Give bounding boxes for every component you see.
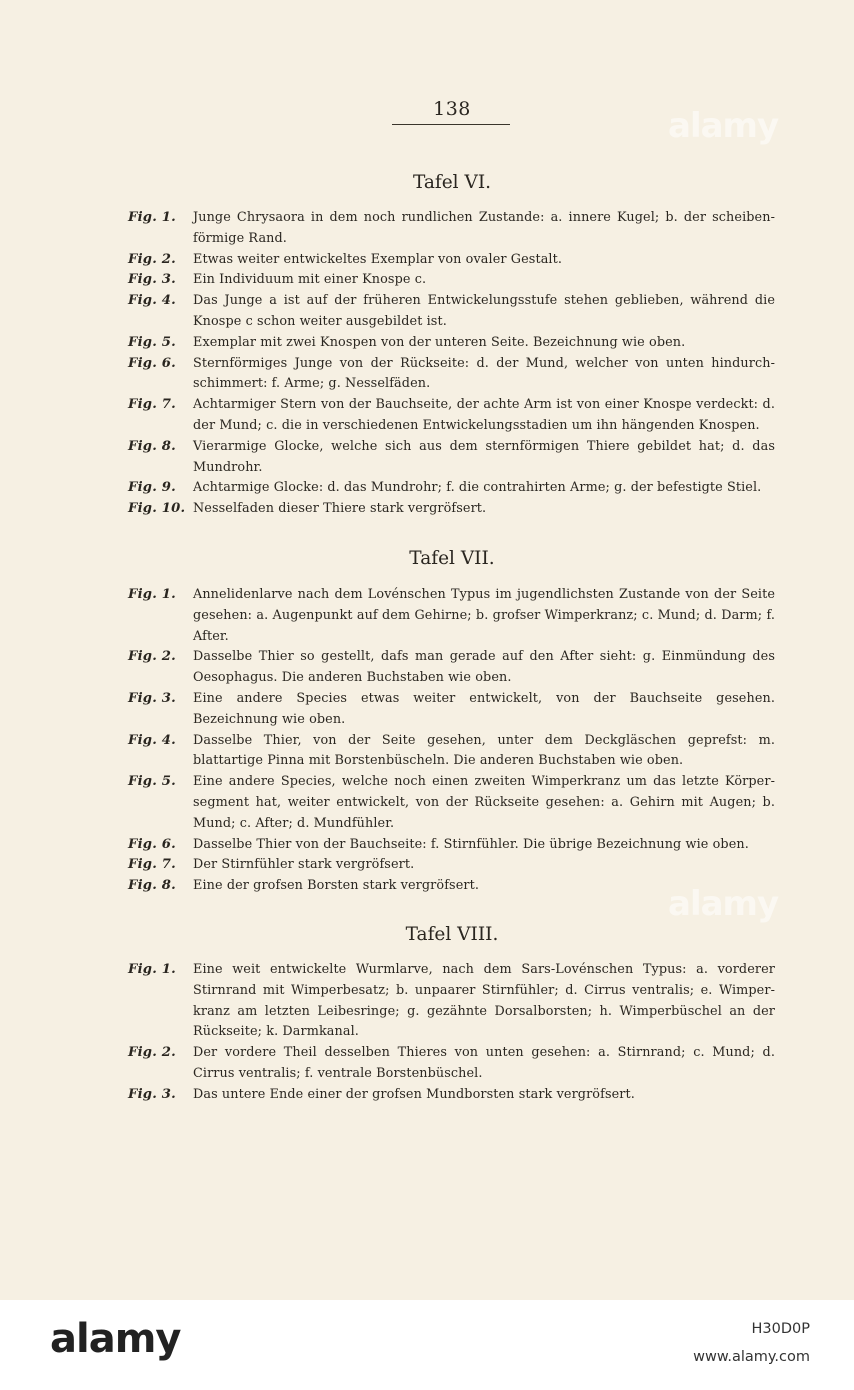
list-item	[0, 960, 854, 1043]
figure-caption: Nesselfaden dieser Thiere stark vergröfsert.	[193, 501, 487, 517]
section-title-tafel-vii: Tafel VII.	[409, 548, 495, 569]
page-number-rule	[392, 124, 510, 125]
figure-label: Fig. 2.	[128, 251, 176, 267]
figure-caption: Eine weit entwickelte Wurmlarve, nach dem Sars-Lovénschen Typus: a. vorderer Stirnrand mit Wimperbesatz; b. unpaarer Stirnfühler; d. Cirrus ventralis; e. Wimper-kranz am letzten Leibesringe; g. gezähnte Dorsalborsten; h. Wimperbüschel an der Rückseite; k. Darmkanal.	[193, 962, 775, 1040]
image-id: H30D0P	[751, 1321, 810, 1337]
figure-label: Fig. 3.	[128, 690, 176, 706]
figure-caption: Achtarmiger Stern von der Bauchseite, der achte Arm ist von einer Knospe verdeckt: d. der Mund; c. die in verschiedenen Entwickelungsstadien um ihn hängenden Knospen.	[193, 397, 775, 433]
list-item	[0, 585, 854, 647]
figure-label: Fig. 1.	[128, 587, 176, 602]
figure-label: Fig. 1.	[128, 962, 176, 977]
list-item	[0, 1085, 854, 1106]
figure-caption: Das untere Ende einer der grofsen Mundborsten stark vergröfsert.	[193, 1086, 635, 1102]
figure-caption: Ein Individuum mit einer Knospe c.	[193, 272, 427, 288]
brand-logo: alamy	[50, 1316, 181, 1362]
figure-list-tafel-viii	[0, 960, 854, 1106]
figure-caption: Vierarmige Glocke, welche sich aus dem sternförmigen Thiere gebildet hat; d. das Mundrohr.	[193, 438, 775, 475]
list-item	[0, 647, 854, 689]
list-item	[0, 250, 854, 271]
list-item	[0, 731, 854, 773]
figure-caption: Dasselbe Thier von der Bauchseite: f. Stirnfühler. Die übrige Bezeichnung wie oben.	[193, 836, 749, 852]
list-item	[0, 499, 854, 520]
figure-label: Fig. 4.	[128, 732, 176, 748]
figure-label: Fig. 10.	[128, 501, 186, 517]
watermark-logo: alamy	[668, 884, 779, 924]
figure-label: Fig. 7.	[128, 857, 176, 873]
figure-label: Fig. 8.	[128, 438, 176, 454]
figure-caption: Junge Chrysaora in dem noch rundlichen Zustande: a. innere Kugel; b. der scheiben-förmige Rand.	[193, 210, 775, 246]
figure-label: Fig. 2.	[128, 1045, 176, 1061]
figure-caption: Der Stirnfühler stark vergröfsert.	[193, 857, 415, 873]
figure-label: Fig. 3.	[128, 272, 176, 288]
figure-list-tafel-vi	[0, 208, 854, 520]
list-item	[0, 855, 854, 876]
page-number: 138	[433, 98, 471, 120]
list-item	[0, 291, 854, 333]
list-item	[0, 689, 854, 731]
list-item	[0, 772, 854, 834]
figure-caption: Dasselbe Thier, von der Seite gesehen, unter dem Deckgläschen geprefst: m. blattartige Pinna mit Borstenbüscheln. Die anderen Buchstaben wie oben.	[193, 732, 775, 769]
figure-label: Fig. 5.	[128, 334, 176, 350]
figure-caption: Der vordere Theil desselben Thieres von unten gesehen: a. Stirnrand; c. Mund; d. Cirrus ventralis; f. ventrale Borstenbüschel.	[193, 1045, 775, 1081]
figure-label: Fig. 6.	[128, 836, 176, 852]
figure-label: Fig. 3.	[128, 1086, 176, 1102]
figure-caption: Dasselbe Thier so gestellt, dafs man gerade auf den After sieht: g. Einmündung des Oesophagus. Die anderen Buchstaben wie oben.	[193, 649, 775, 686]
figure-label: Fig. 5.	[128, 774, 176, 790]
figure-caption: Exemplar mit zwei Knospen von der unteren Seite. Bezeichnung wie oben.	[193, 334, 686, 350]
figure-caption: Das Junge a ist auf der früheren Entwickelungsstufe stehen geblieben, während die Knospe c schon weiter ausgebildet ist.	[193, 293, 775, 329]
figure-caption: Annelidenlarve nach dem Lovénschen Typus im jugendlichsten Zustande von der Seite gesehen: a. Augenpunkt auf dem Gehirne; b. grofser Wimperkranz; c. Mund; d. Darm; f. After.	[193, 587, 775, 644]
list-item	[0, 1043, 854, 1085]
figure-caption: Achtarmige Glocke: d. das Mundrohr; f. die contrahirten Arme; g. der befestigte Stiel.	[193, 480, 762, 496]
figure-caption: Etwas weiter entwickeltes Exemplar von ovaler Gestalt.	[193, 251, 563, 267]
list-item	[0, 354, 854, 396]
figure-label: Fig. 1.	[128, 210, 176, 225]
list-item	[0, 437, 854, 479]
figure-caption: Sternförmiges Junge von der Rückseite: d. der Mund, welcher von unten hindurch-schimmert: f. Arme; g. Nesselfäden.	[193, 355, 775, 392]
figure-label: Fig. 6.	[128, 355, 176, 371]
list-item	[0, 835, 854, 856]
figure-label: Fig. 8.	[128, 878, 176, 894]
figure-caption: Eine der grofsen Borsten stark vergröfsert.	[193, 878, 479, 894]
list-item	[0, 270, 854, 291]
list-item	[0, 333, 854, 354]
watermark-logo: alamy	[668, 106, 779, 146]
figure-label: Fig. 7.	[128, 397, 176, 413]
section-title-tafel-viii: Tafel VIII.	[405, 924, 499, 945]
site-url[interactable]: www.alamy.com	[693, 1349, 810, 1365]
section-title-tafel-vi: Tafel VI.	[412, 172, 492, 193]
figure-caption: Eine andere Species, welche noch einen zweiten Wimperkranz um das letzte Körper-segment hat, weiter entwickelt, von der Rückseite gesehen: a. Gehirn mit Augen; b. Mund; c. After; d. Mundfühler.	[193, 774, 775, 831]
figure-caption: Eine andere Species etwas weiter entwickelt, von der Bauchseite gesehen. Bezeichnung wie oben.	[193, 690, 775, 727]
list-item	[0, 395, 854, 437]
figure-label: Fig. 9.	[128, 480, 176, 496]
list-item	[0, 478, 854, 499]
list-item	[0, 208, 854, 250]
figure-list-tafel-vii	[0, 585, 854, 897]
figure-label: Fig. 2.	[128, 649, 176, 665]
figure-label: Fig. 4.	[128, 293, 176, 309]
